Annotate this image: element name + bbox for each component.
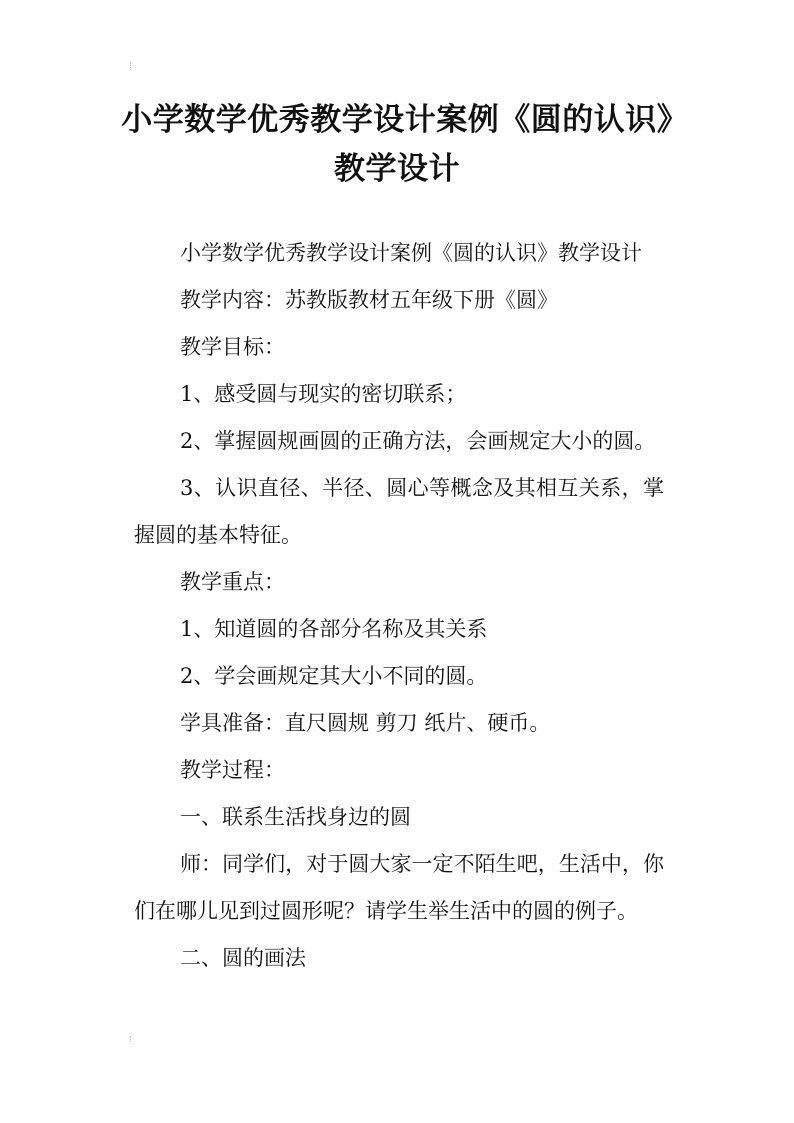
paragraph: 2、学会画规定其大小不同的圆。: [180, 664, 488, 688]
corner-mark-bottom: [130, 1036, 135, 1042]
corner-mark-top: [130, 62, 135, 68]
paragraph: 2、掌握圆规画圆的正确方法，会画规定大小的圆。: [180, 429, 656, 453]
paragraph: 教学目标：: [180, 335, 285, 359]
paragraph: 师：同学们，对于圆大家一定不陌生吧，生活中，你们在哪儿见到过圆形呢？请学生举生活中的圆的例子。: [134, 852, 664, 923]
paragraph: 教学内容：苏教版教材五年级下册《圆》: [180, 288, 558, 312]
document-title: 小学数学优秀教学设计案例《圆的认识》教学设计: [121, 102, 673, 187]
paragraph: 小学数学优秀教学设计案例《圆的认识》教学设计: [180, 241, 642, 265]
paragraph: 教学重点：: [180, 570, 285, 594]
paragraph: 一、联系生活找身边的圆: [180, 805, 411, 829]
paragraph: 3、认识直径、半径、圆心等概念及其相互关系，掌握圆的基本特征。: [134, 476, 664, 547]
document-body: [134, 230, 664, 982]
paragraph: 1、感受圆与现实的密切联系；: [180, 382, 467, 406]
paragraph: 学具准备：直尺圆规 剪刀 纸片、硬币。: [180, 711, 551, 735]
paragraph: 教学过程：: [180, 758, 285, 782]
paragraph: 二、圆的画法: [180, 946, 306, 970]
paragraph: 1、知道圆的各部分名称及其关系: [180, 617, 488, 641]
